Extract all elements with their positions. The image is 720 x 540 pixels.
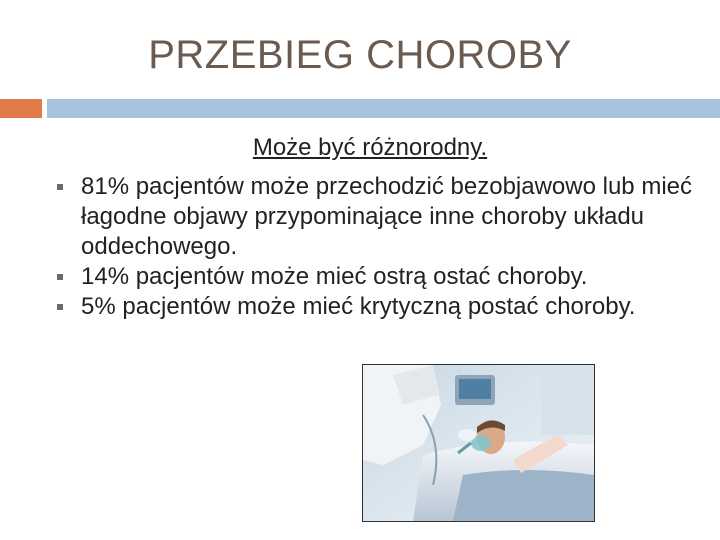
bullet-text: 14% pacjentów może mieć ostrą ostać choroby. <box>81 263 588 290</box>
bullet-text: 81% pacjentów może przechodzić bezobjawowo lub mieć łagodne objawy przypominające inne choroby układu oddechowego. <box>81 173 692 260</box>
photo-illustration <box>363 365 594 521</box>
bullet-item <box>57 172 697 262</box>
bullet-text: 5% pacjentów może mieć krytyczną postać choroby. <box>81 293 636 320</box>
bullet-item <box>57 292 697 322</box>
accent-bar-blue <box>47 99 720 118</box>
patient-oxygen-mask-photo <box>362 364 595 522</box>
slide-title: PRZEBIEG CHOROBY <box>148 33 572 77</box>
square-bullet-icon <box>57 304 63 310</box>
accent-bar-orange <box>0 99 42 118</box>
bullet-list <box>57 172 697 322</box>
slide-subtitle: Może być różnorodny. <box>252 134 488 161</box>
square-bullet-icon <box>57 274 63 280</box>
square-bullet-icon <box>57 184 63 190</box>
bullet-item <box>57 262 697 292</box>
